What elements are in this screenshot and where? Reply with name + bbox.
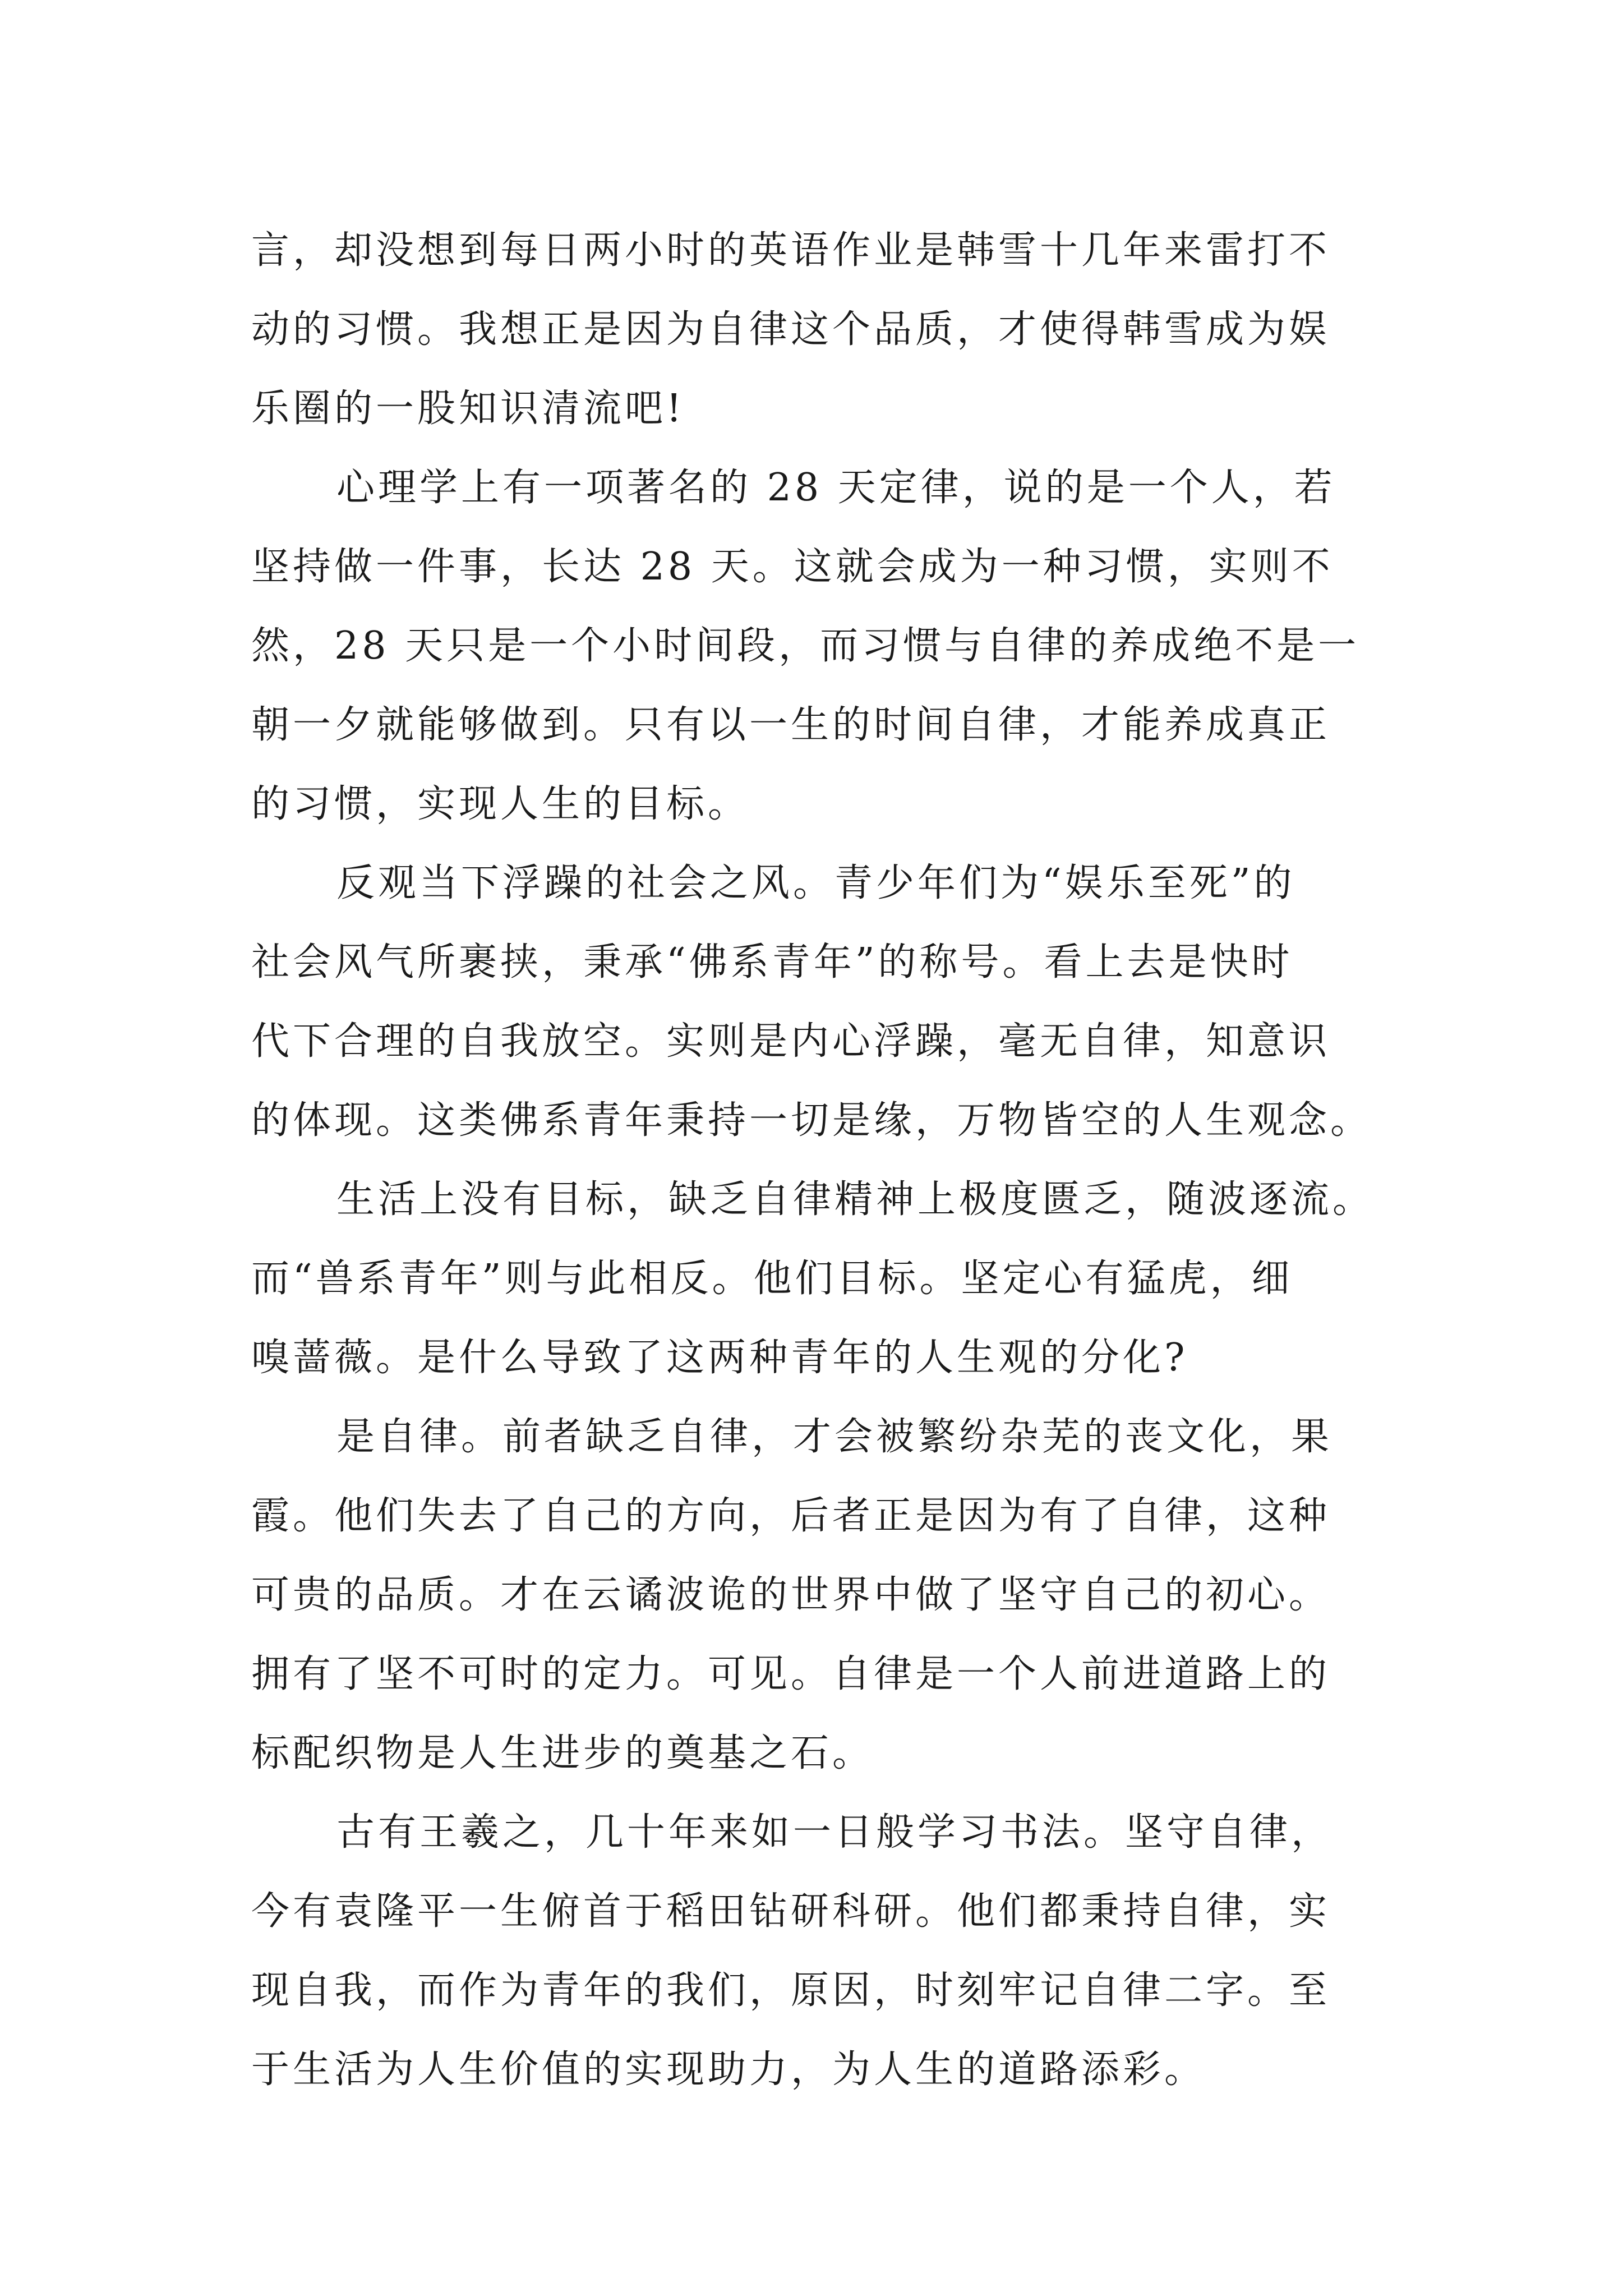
text-line: 标配织物是人生进步的奠基之石。 [251,1731,874,1775]
text-line: 心理学上有一项著名的 28 天定律，说的是一个人，若 [336,466,1336,510]
text-line: 是自律。前者缺乏自律，才会被繁纷杂芜的丧文化，果 [336,1415,1333,1459]
text-line: 可贵的品质。才在云谲波诡的世界中做了坚守自己的初心。 [251,1573,1331,1617]
text-line: 坚持做一件事，长达 28 天。这就会成为一种习惯，实则不 [251,545,1334,589]
paragraph [251,1397,1378,1793]
text-line: 然，28 天只是一个小时间段，而习惯与自律的养成绝不是一 [251,624,1360,668]
text-line: 拥有了坚不可时的定力。可见。自律是一个人前进道路上的 [251,1652,1331,1696]
paragraph [251,448,1378,844]
text-line: 的体现。这类佛系青年秉持一切是缘，万物皆空的人生观念。 [251,1098,1372,1143]
paragraph [251,1793,1378,2109]
text-line: 代下合理的自我放空。实则是内心浮躁，毫无自律，知意识 [251,1019,1331,1064]
text-line: 社会风气所裹挟，秉承“佛系青年”的称号。看上去是快时 [251,940,1293,984]
text-line: 朝一夕就能够做到。只有以一生的时间自律，才能养成真正 [251,703,1331,747]
text-line: 现自我，而作为青年的我们，原因，时刻牢记自律二字。至 [251,1968,1331,2013]
text-line: 乐圈的一股知识清流吧! [251,386,685,431]
paragraph [251,1160,1378,1397]
paragraph [251,844,1378,1160]
text-line: 动的习惯。我想正是因为自律这个品质，才使得韩雪成为娱 [251,307,1331,352]
text-line: 生活上没有目标，缺乏自律精神上极度匮乏，随波逐流。 [336,1177,1375,1222]
text-line: 古有王羲之，几十年来如一日般学习书法。坚守自律， [336,1810,1333,1855]
text-line: 霞。他们失去了自己的方向，后者正是因为有了自律，这种 [251,1494,1331,1538]
paragraph [251,211,1378,448]
text-line: 嗅蔷薇。是什么导致了这两种青年的人生观的分化? [251,1336,1188,1380]
text-line: 于生活为人生价值的实现助力，为人生的道路添彩。 [251,2047,1206,2092]
document-body [251,211,1378,2109]
text-line: 而“兽系青年”则与此相反。他们目标。坚定心有猛虎，细 [251,1257,1293,1301]
text-line: 反观当下浮躁的社会之风。青少年们为“娱乐至死”的 [336,861,1295,905]
text-line: 今有袁隆平一生俯首于稻田钻研科研。他们都秉持自律，实 [251,1889,1331,1934]
text-line: 的习惯，实现人生的目标。 [251,782,750,826]
text-line: 言，却没想到每日两小时的英语作业是韩雪十几年来雷打不 [251,228,1331,273]
